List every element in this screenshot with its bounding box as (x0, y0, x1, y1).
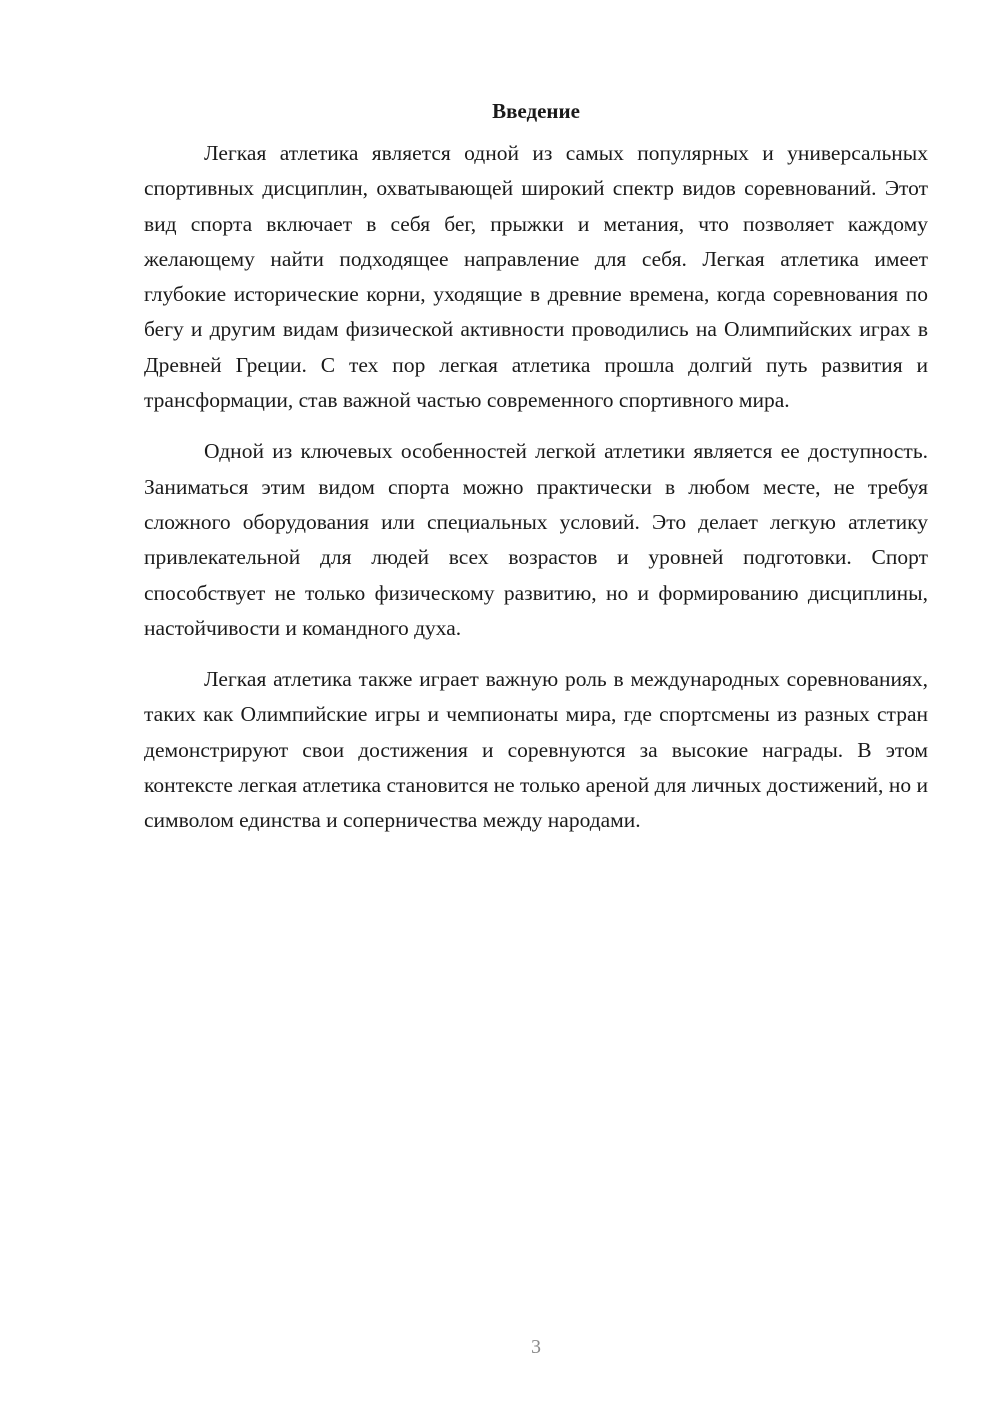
page-content (144, 96, 928, 855)
paragraph-2: Одной из ключевых особенностей легкой атлетики является ее доступность. Заниматься этим видом спорта можно практически в любом месте, не требуя сложного оборудования или специальных условий. Это делает легкую атлетику привлекательной для людей всех возрастов и уровней подготовки. Спорт способствует не только физическому развитию, но и формированию дисциплины, настойчивости и командного духа. (144, 439, 928, 640)
paragraph-1: Легкая атлетика является одной из самых популярных и универсальных спортивных дисциплин, охватывающей широкий спектр видов соревнований. Этот вид спорта включает в себя бег, прыжки и метания, что позволяет каждому желающему найти подходящее направление для себя. Легкая атлетика имеет глубокие исторические корни, уходящие в древние времена, когда соревнования по бегу и другим видам физической активности проводились на Олимпийских играх в Древней Греции. С тех пор легкая атлетика прошла долгий путь развития и трансформации, став важной частью современного спортивного мира. (144, 141, 928, 413)
section-heading: Введение (492, 99, 580, 123)
paragraph-3: Легкая атлетика также играет важную роль в международных соревнованиях, таких как Олимпийские игры и чемпионаты мира, где спортсмены из разных стран демонстрируют свои достижения и соревнуются за высокие награды. В этом контексте легкая атлетика становится не только ареной для личных достижений, но и символом единства и соперничества между народами. (144, 667, 928, 833)
page-number: 3 (531, 1336, 541, 1358)
